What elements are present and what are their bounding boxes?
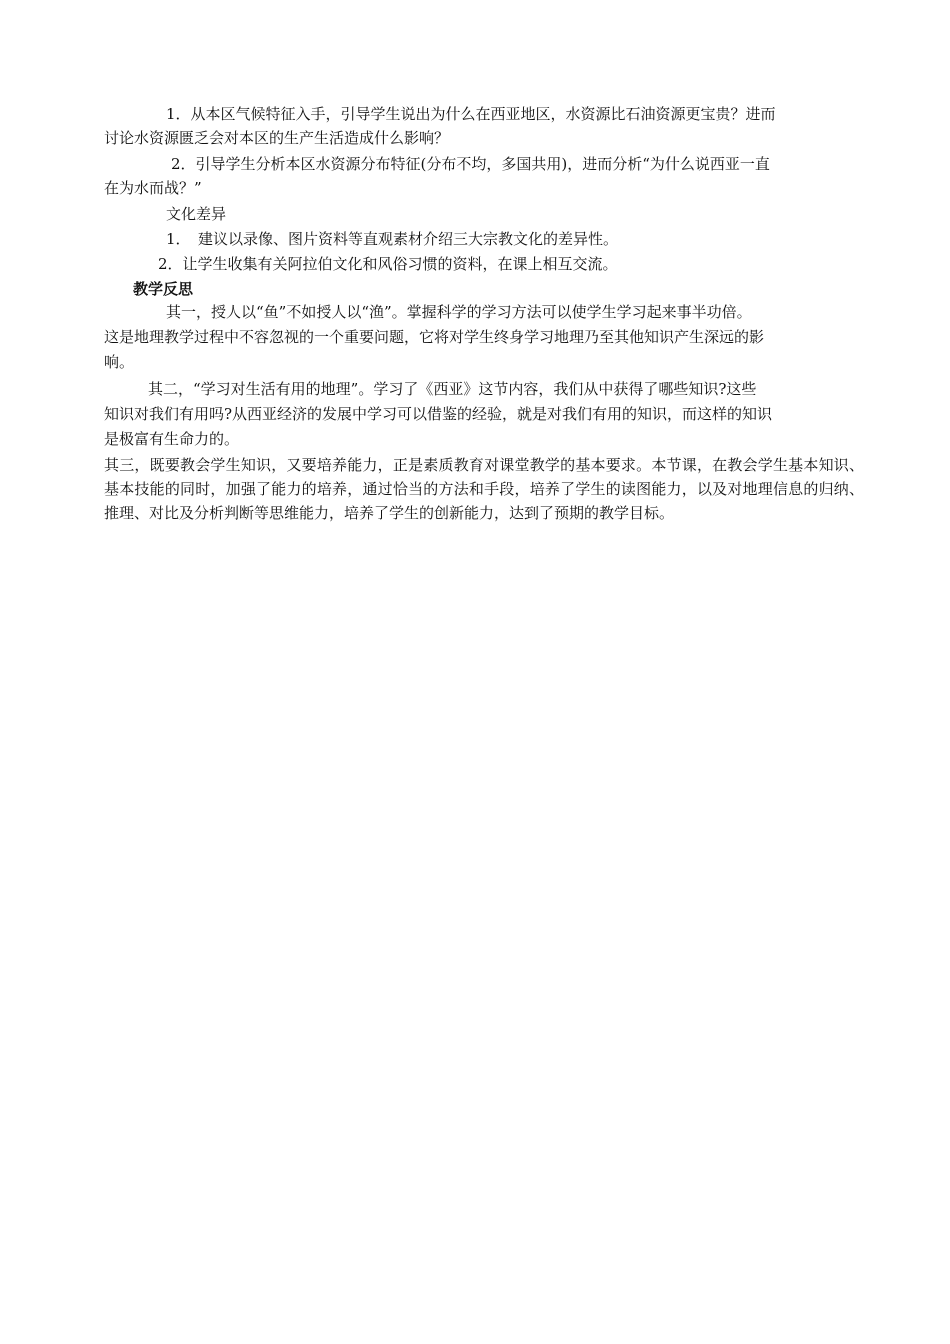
reflection-para-3: 其三，既要教会学生知识，又要培养能力，正是素质教育对课堂教学的基本要求。本节课，在教会学生基本知识、基本技能的同时，加强了能力的培养，通过恰当的方法和手段，培养了学生的读图能力，以及对地理信息的归纳、推理、对比及分析判断等思维能力，培养了学生的创新能力，达到了预期的教学目标。 bbox=[104, 456, 864, 522]
reflection-para-1-line-2: 这是地理教学过程中不容忽视的一个重要问题，它将对学生终身学习地理乃至其他知识产生深远的影 bbox=[104, 328, 765, 346]
culture-item-1: 1． 建议以录像、图片资料等直观素材介绍三大宗教文化的差异性。 bbox=[166, 230, 619, 248]
water-item-2-line-2: 在为水而战？” bbox=[104, 179, 202, 197]
water-item-2-line-1: 2．引导学生分析本区水资源分布特征(分布不均，多国共用)，进而分析“为什么说西亚一直 bbox=[171, 155, 770, 173]
water-item-1-line-2: 讨论水资源匮乏会对本区的生产生活造成什么影响？ bbox=[104, 129, 450, 147]
reflection-para-2-line-3: 是极富有生命力的。 bbox=[104, 430, 240, 448]
reflection-para-1-line-1: 其一，授人以“鱼”不如授人以“渔”。掌握科学的学习方法可以使学生学习起来事半功倍。 bbox=[166, 303, 752, 321]
water-item-1-line-1: 1．从本区气候特征入手，引导学生说出为什么在西亚地区，水资源比石油资源更宝贵？进而 bbox=[166, 105, 776, 123]
culture-item-2: 2．让学生收集有关阿拉伯文化和风俗习惯的资料，在课上相互交流。 bbox=[158, 255, 618, 273]
culture-heading: 文化差异 bbox=[166, 205, 227, 223]
reflection-para-2-line-2: 知识对我们有用吗?从西亚经济的发展中学习可以借鉴的经验，就是对我们有用的知识，而这样的知识 bbox=[104, 405, 773, 423]
reflection-para-1-line-3: 响。 bbox=[104, 353, 135, 371]
reflection-heading: 教学反思 bbox=[133, 280, 194, 298]
reflection-para-2-line-1: 其二，“学习对生活有用的地理”。学习了《西亚》这节内容，我们从中获得了哪些知识?这些 bbox=[148, 380, 757, 398]
